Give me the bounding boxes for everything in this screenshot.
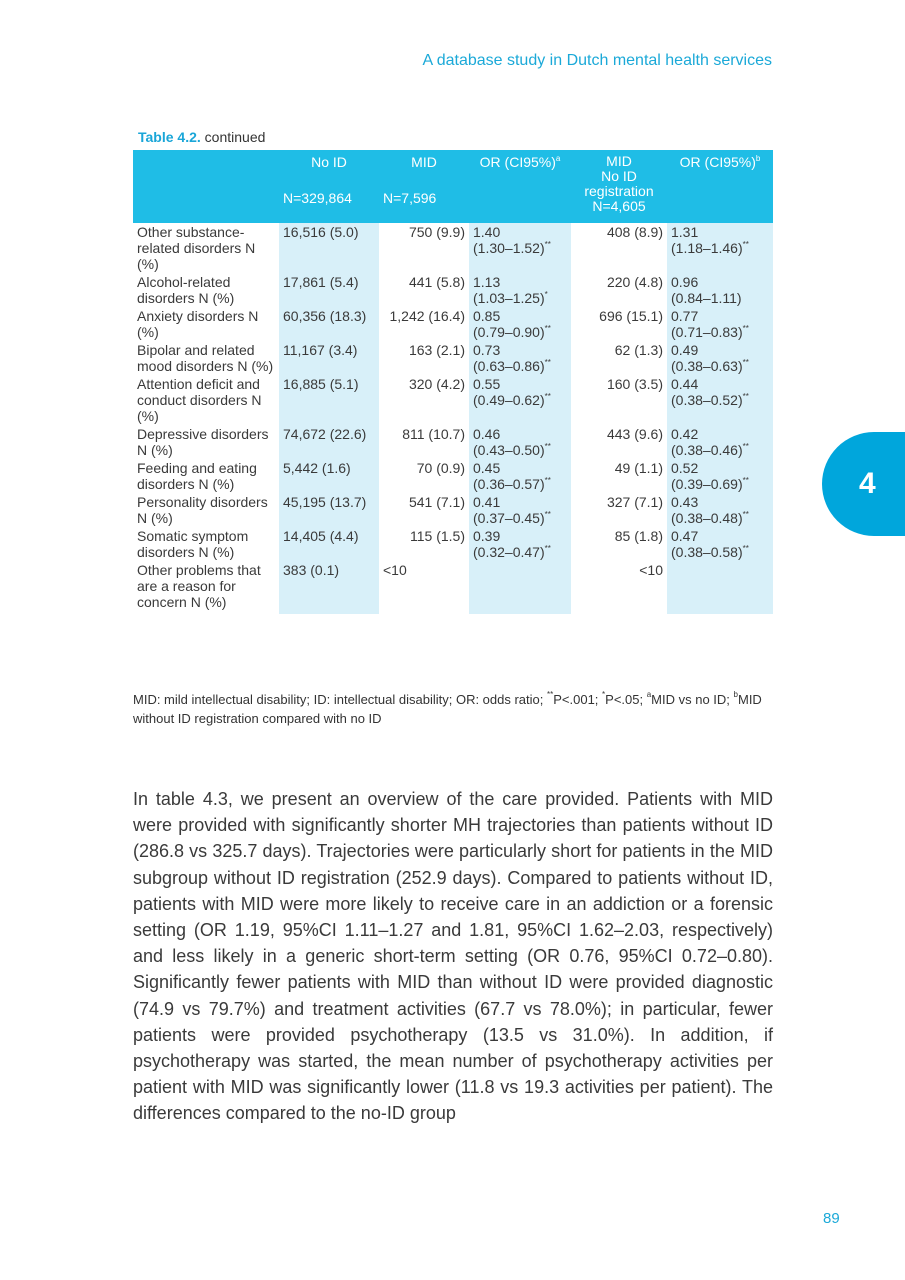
header-or-a: OR $(CI95\%)^a$	[469, 150, 571, 223]
header-no-id: No ID N=329,864	[279, 150, 379, 223]
cell-mid-no-reg: 49 (1.1)	[614, 460, 663, 476]
header-or-b: OR $(CI95\%)^b$	[667, 150, 773, 223]
table-caption	[138, 129, 265, 145]
or-b-value: 0.52	[671, 460, 699, 476]
cell-or-a	[469, 561, 571, 614]
or-a-value: 0.41	[473, 494, 501, 510]
table-footnote: MID: mild intellectual disability; ID: intellectual disability; OR: odds ratio; **P<.001; *P<.05; $^a$MID vs no ID; $^b$MID without ID registration compared with no ID	[133, 690, 762, 726]
table-row	[133, 527, 773, 561]
cell-or-b	[667, 375, 773, 425]
table-row	[133, 375, 773, 425]
or-a-value: 0.73	[473, 342, 501, 358]
or-b-sig: **	[742, 476, 749, 485]
cell-mid-no-reg: <10	[639, 562, 663, 578]
or-b-value: 0.77	[671, 308, 699, 324]
or-a-ci: (0.36–0.57)**	[473, 476, 551, 492]
or-a-value: 0.85	[473, 308, 501, 324]
table-row	[133, 425, 773, 459]
cell-mid: 441 (5.8)	[408, 274, 465, 290]
or-b-ci: (0.71–0.83)**	[671, 324, 749, 340]
page-number: 89	[823, 1210, 840, 1227]
or-b-sig: **	[742, 442, 749, 451]
table-row	[133, 561, 773, 614]
cell-mid: 541 (7.1)	[408, 494, 465, 510]
cell-or-a	[469, 375, 571, 425]
or-a-ci: (0.79–0.90)**	[473, 324, 551, 340]
cell-mid: 750 (9.9)	[408, 224, 465, 240]
cell-or-a	[469, 273, 571, 307]
or-b-ci: (0.38–0.63)**	[671, 358, 749, 374]
header-mid: MID N=7,596	[379, 150, 469, 223]
row-label: Other substance-related disorders N (%)	[137, 224, 256, 272]
cell-mid-no-reg: 696 (15.1)	[599, 308, 663, 324]
cell-or-a	[469, 527, 571, 561]
table-header-row	[133, 150, 773, 223]
row-label: Somatic symptom disorders N (%)	[137, 528, 249, 560]
cell-or-b	[667, 341, 773, 375]
cell-or-a	[469, 493, 571, 527]
cell-mid-no-reg: 85 (1.8)	[614, 528, 663, 544]
cell-mid-no-reg: 160 (3.5)	[606, 376, 663, 392]
or-a-ci: (0.37–0.45)**	[473, 510, 551, 526]
or-b-ci: (0.38–0.46)**	[671, 442, 749, 458]
or-a-value: 0.55	[473, 376, 501, 392]
table-label: Table 4.2.	[138, 129, 201, 145]
row-label: Bipolar and related mood disorders N (%)	[137, 342, 274, 374]
or-b-sig: **	[742, 510, 749, 519]
running-head: A database study in Dutch mental health services	[422, 52, 772, 69]
or-a-ci: (1.03–1.25)*	[473, 290, 548, 306]
table-row	[133, 307, 773, 341]
or-b-value: 0.43	[671, 494, 699, 510]
table-row	[133, 493, 773, 527]
cell-mid: 163 (2.1)	[408, 342, 465, 358]
row-label: Personality disorders N (%)	[137, 494, 268, 526]
or-b-ci: (0.39–0.69)**	[671, 476, 749, 492]
cell-mid-no-reg: 443 (9.6)	[606, 426, 663, 442]
or-a-ci: (1.30–1.52)**	[473, 240, 551, 256]
or-b-ci: (0.38–0.48)**	[671, 510, 749, 526]
cell-or-a	[469, 223, 571, 273]
results-table	[133, 150, 773, 614]
body-paragraph: In table 4.3, we present an overview of the care provided. Patients with MID were provided with significantly shorter MH trajectories than patients without ID (286.8 vs 325.7 days). Trajectories were particularly short for patients in the MID subgroup without ID registration (252.9 days). Compared to patients without ID, patients with MID were more likely to receive care in an addiction or a forensic setting (OR 1.19, 95%CI 1.11–1.27 and 1.81, 95%CI 1.62–2.03, respectively) and less likely in a generic short-term setting (OR 0.76, 95%CI 0.72–0.80). Significantly fewer patients with MID than without ID were provided diagnostic (74.9 vs 79.7%) and treatment activities (67.7 vs 78.0%); in particular, fewer patients were provided psychotherapy (13.5 vs 31.0%). In addition, if psychotherapy was started, the mean number of psychotherapy activities per patient with MID was significantly lower (11.8 vs 19.3 activities per patient). The differences compared to the no-ID group	[133, 789, 773, 1124]
cell-mid-no-reg: 327 (7.1)	[606, 494, 663, 510]
or-a-sig: *	[544, 290, 548, 299]
table-row	[133, 223, 773, 273]
or-b-ci: (1.18–1.46)**	[671, 240, 749, 256]
or-b-sig: **	[742, 544, 749, 553]
or-a-ci: (0.49–0.62)**	[473, 392, 551, 408]
or-b-sig: **	[742, 358, 749, 367]
table-caption-text: continued	[200, 129, 266, 145]
cell-or-b	[667, 223, 773, 273]
or-a-ci: (0.32–0.47)**	[473, 544, 551, 560]
or-a-sig: **	[544, 476, 551, 485]
chapter-tab: 4	[822, 432, 905, 536]
or-a-sig: **	[544, 442, 551, 451]
cell-no-id: 11,167 (3.4)	[279, 341, 379, 375]
or-b-sig: **	[742, 324, 749, 333]
cell-no-id: 14,405 (4.4)	[279, 527, 379, 561]
row-label: Depressive disorders N (%)	[137, 426, 269, 458]
or-b-sig: **	[742, 392, 749, 401]
cell-mid-no-reg: 62 (1.3)	[614, 342, 663, 358]
cell-mid-no-reg: 408 (8.9)	[606, 224, 663, 240]
or-b-value: 0.96	[671, 274, 699, 290]
cell-mid: 811 (10.7)	[402, 426, 465, 442]
or-a-value: 1.40	[473, 224, 501, 240]
cell-or-b	[667, 425, 773, 459]
row-label: Alcohol-related disorders N (%)	[137, 274, 235, 306]
row-label: Attention deficit and conduct disorders N (%)	[137, 376, 262, 424]
cell-or-b	[667, 459, 773, 493]
cell-or-a	[469, 307, 571, 341]
or-b-value: 1.31	[671, 224, 699, 240]
cell-no-id: 60,356 (18.3)	[279, 307, 379, 341]
or-a-ci: (0.43–0.50)**	[473, 442, 551, 458]
cell-no-id: 16,516 (5.0)	[279, 223, 379, 273]
or-a-sig: **	[544, 392, 551, 401]
cell-or-b	[667, 273, 773, 307]
cell-or-a	[469, 341, 571, 375]
or-b-ci: (0.84–1.11)	[671, 290, 742, 306]
cell-or-b	[667, 307, 773, 341]
cell-mid: 70 (0.9)	[416, 460, 465, 476]
row-label: Feeding and eating disorders N (%)	[137, 460, 257, 492]
or-b-value: 0.44	[671, 376, 699, 392]
or-a-value: 0.45	[473, 460, 501, 476]
cell-mid: 1,242 (16.4)	[389, 308, 465, 324]
header-no-id-n: N=329,864	[283, 190, 352, 206]
or-b-ci: (0.38–0.58)**	[671, 544, 749, 560]
or-b-sig: **	[742, 240, 749, 249]
or-a-sig: **	[544, 510, 551, 519]
or-a-value: 0.46	[473, 426, 501, 442]
cell-or-b	[667, 527, 773, 561]
cell-mid: 320 (4.2)	[408, 376, 465, 392]
or-a-sig: **	[544, 358, 551, 367]
cell-mid: <10	[383, 562, 407, 578]
cell-no-id: 45,195 (13.7)	[279, 493, 379, 527]
cell-no-id: 5,442 (1.6)	[279, 459, 379, 493]
or-a-sig: **	[544, 240, 551, 249]
cell-no-id: 16,885 (5.1)	[279, 375, 379, 425]
table-row	[133, 341, 773, 375]
cell-or-a	[469, 459, 571, 493]
table-row	[133, 459, 773, 493]
table-row	[133, 273, 773, 307]
cell-no-id: 383 (0.1)	[279, 561, 379, 614]
row-label: Other problems that are a reason for concern N (%)	[137, 562, 261, 610]
or-a-sig: **	[544, 544, 551, 553]
cell-no-id: 74,672 (22.6)	[279, 425, 379, 459]
or-a-sig: **	[544, 324, 551, 333]
or-b-value: 0.47	[671, 528, 699, 544]
header-mid-n: N=7,596	[383, 190, 437, 206]
cell-or-a	[469, 425, 571, 459]
cell-mid-no-reg: 220 (4.8)	[606, 274, 663, 290]
cell-or-b	[667, 561, 773, 614]
or-a-ci: (0.63–0.86)**	[473, 358, 551, 374]
or-b-ci: (0.38–0.52)**	[671, 392, 749, 408]
or-a-value: 0.39	[473, 528, 501, 544]
header-mid-no-reg: MID No ID registration N=4,605	[571, 150, 667, 223]
row-label: Anxiety disorders N (%)	[137, 308, 259, 340]
or-b-value: 0.49	[671, 342, 699, 358]
or-b-value: 0.42	[671, 426, 699, 442]
or-a-value: 1.13	[473, 274, 501, 290]
header-empty	[133, 150, 279, 223]
cell-no-id: 17,861 (5.4)	[279, 273, 379, 307]
cell-or-b	[667, 493, 773, 527]
cell-mid: 115 (1.5)	[410, 528, 465, 544]
